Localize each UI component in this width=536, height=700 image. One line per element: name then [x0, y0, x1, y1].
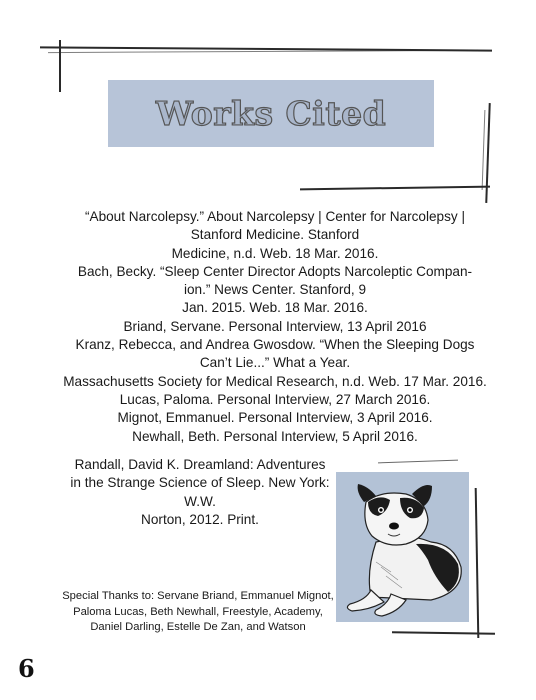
frame-line-photo-right	[475, 488, 480, 638]
citation-line: Randall, David K. Dreamland: Adventures	[74, 457, 326, 472]
citation-line: ion.” News Center. Stanford, 9	[183, 282, 367, 298]
frame-line-right	[485, 103, 490, 203]
frame-line-photo-top	[378, 460, 458, 464]
citation-line: Mignot, Emmanuel. Personal Interview, 3 April 2016.	[117, 410, 433, 426]
thanks-line: Daniel Darling, Estelle De Zan, and Watson	[90, 621, 306, 633]
citation-line: Stanford Medicine. Stanford	[190, 227, 360, 243]
frame-line-left	[59, 40, 61, 92]
page-number: 6	[18, 654, 35, 683]
frame-line-mid	[300, 186, 490, 191]
page-title: Works Cited	[155, 94, 387, 133]
title-banner	[108, 80, 434, 147]
thanks-line: Special Thanks to: Servane Briand, Emmanuel Mignot,	[62, 590, 334, 602]
citation-line: W.W.	[184, 493, 216, 509]
citation-line: Lucas, Paloma. Personal Interview, 27 March 2016.	[119, 391, 431, 407]
citation-line: Medicine, n.d. Web. 18 Mar. 2016.	[171, 245, 379, 261]
citation-line: in the Strange Science of Sleep. New York:	[70, 475, 330, 491]
citation-line: “About Narcolepsy.” About Narcolepsy | Center for Narcolepsy |	[84, 209, 466, 224]
citation-line: Can’t Lie...” What a Year.	[199, 355, 351, 371]
citation-line: Jan. 2015. Web. 18 Mar. 2016.	[182, 300, 368, 316]
citation-line: Briand, Servane. Personal Interview, 13 April 2016	[123, 318, 427, 334]
citation-line: Newhall, Beth. Personal Interview, 5 April 2016.	[132, 428, 418, 444]
citation-randall	[60, 456, 340, 529]
frame-line-right-2	[482, 110, 486, 190]
frame-line-bottom	[392, 631, 495, 634]
thanks-line: Paloma Lucas, Beth Newhall, Freestyle, Academy,	[73, 605, 323, 618]
frame-line-top-2	[48, 50, 468, 53]
special-thanks	[38, 589, 358, 636]
citation-line: Massachusetts Society for Medical Research, n.d. Web. 17 Mar. 2016.	[63, 373, 487, 389]
citation-line: Norton, 2012. Print.	[141, 511, 259, 527]
citations-list	[40, 208, 510, 446]
citation-line: Bach, Becky. “Sleep Center Director Adopts Narcoleptic Compan-	[77, 263, 473, 279]
citation-line: Kranz, Rebecca, and Andrea Gwosdow. “When the Sleeping Dogs	[75, 337, 475, 353]
